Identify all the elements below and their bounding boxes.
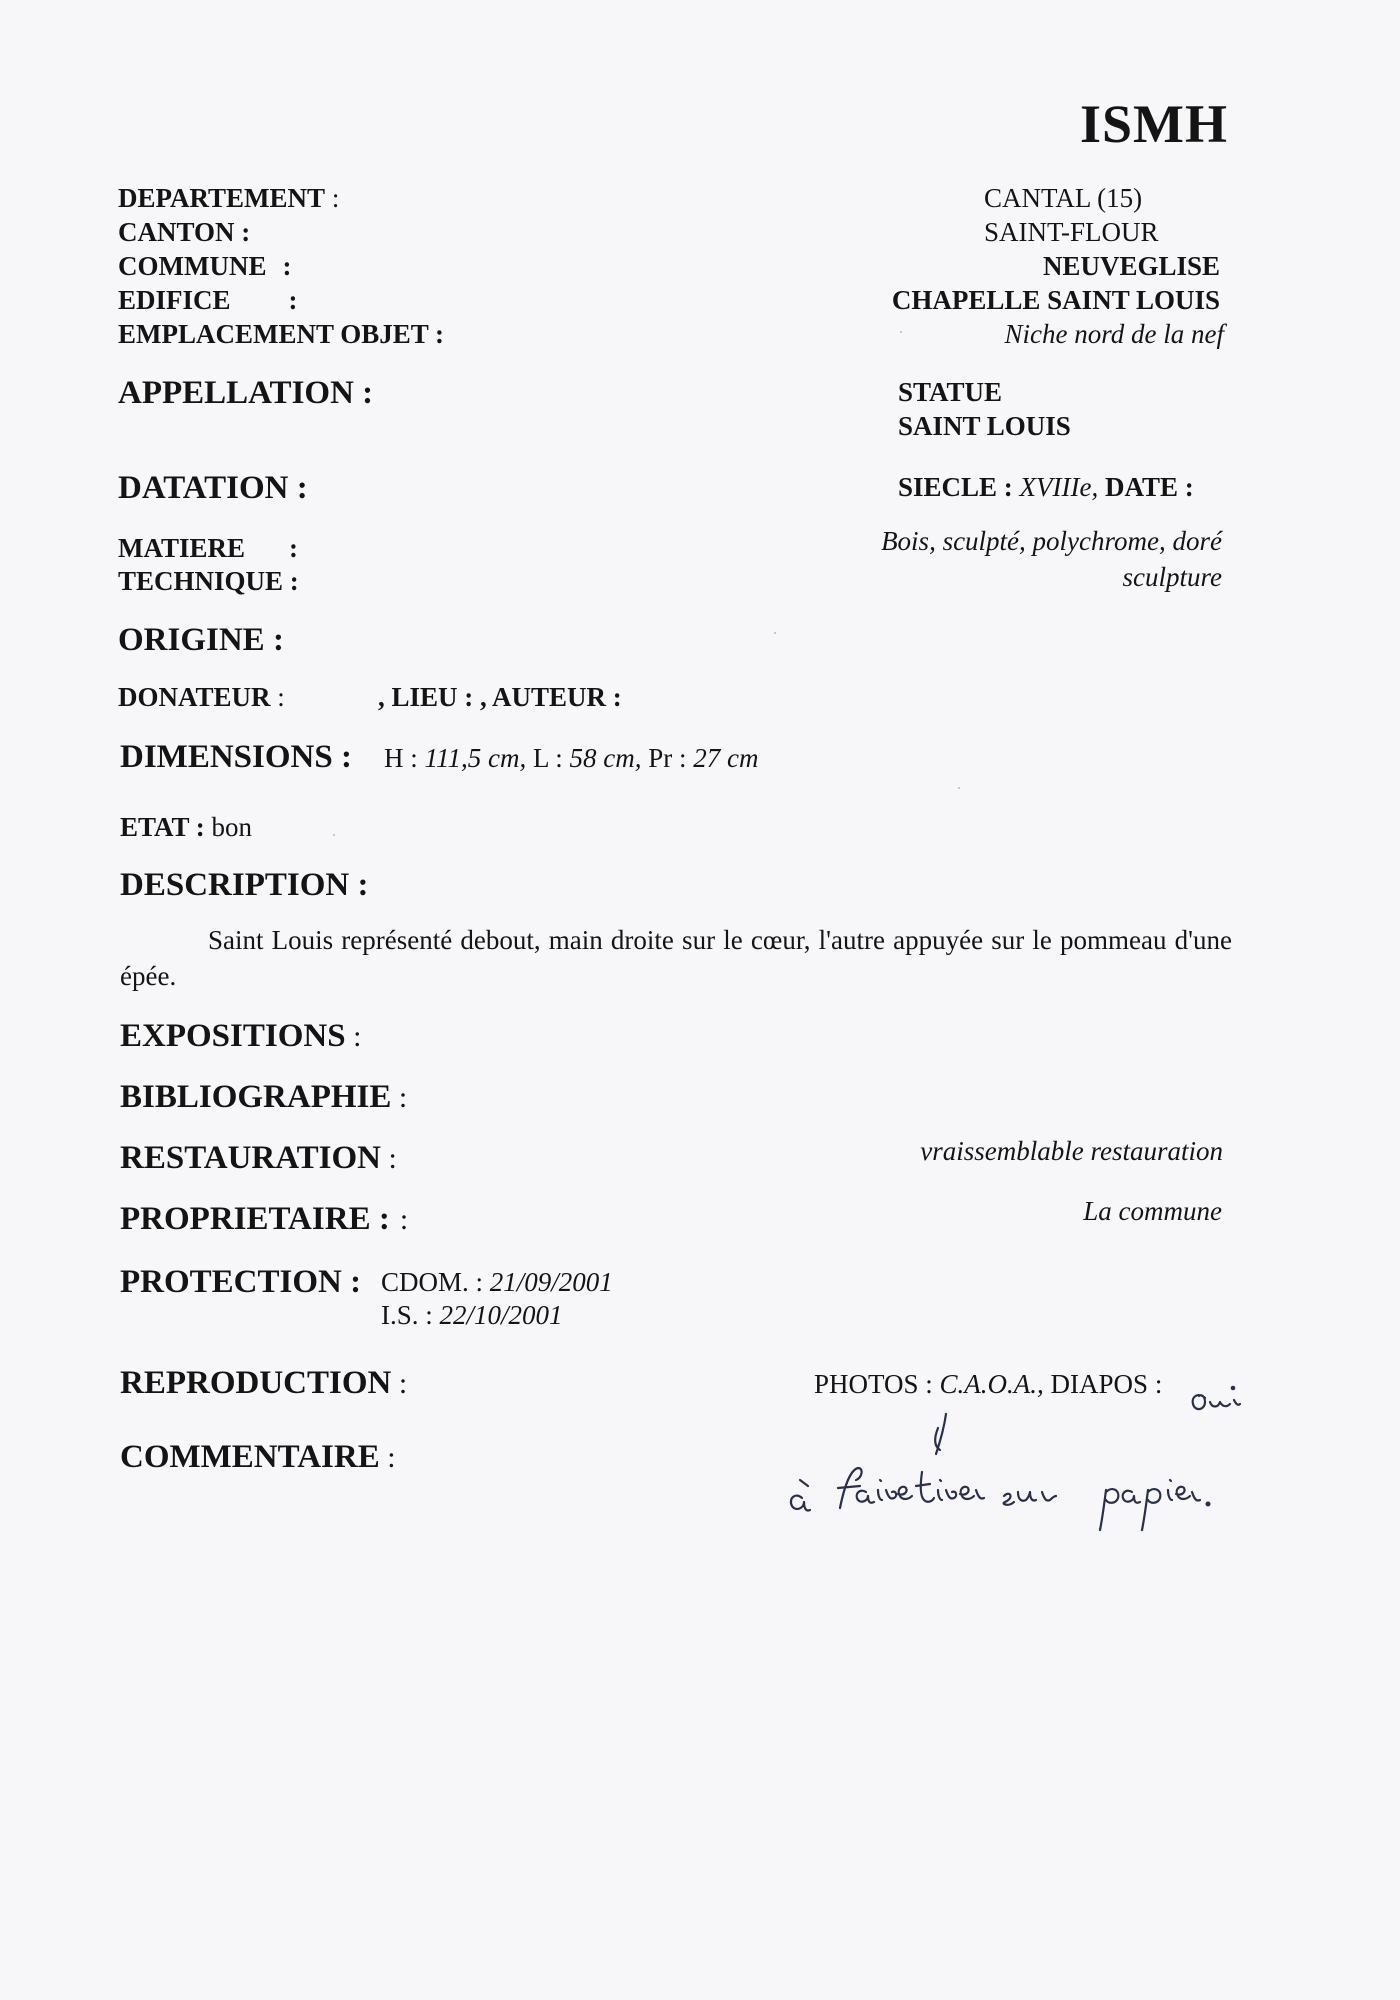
photos-label: PHOTOS :	[814, 1369, 933, 1399]
diapos-label: DIAPOS :	[1050, 1369, 1163, 1399]
cdom-label: CDOM. :	[381, 1267, 484, 1297]
restauration-label: RESTAURATION :	[120, 1140, 397, 1176]
height-label: H :	[384, 743, 418, 773]
origine-label: ORIGINE :	[118, 622, 284, 658]
protection-label: PROTECTION :	[120, 1264, 362, 1300]
scan-speck	[958, 787, 960, 789]
is-label: I.S. :	[381, 1300, 433, 1330]
dimensions-label: DIMENSIONS :	[120, 739, 352, 775]
is-date: 22/10/2001	[439, 1300, 563, 1330]
length-value: 58 cm,	[569, 743, 642, 773]
canton-value: SAINT-FLOUR	[984, 217, 1159, 247]
proprietaire-label: PROPRIETAIRE : :	[120, 1201, 409, 1237]
etat-label: ETAT :	[120, 812, 205, 842]
siecle-label: SIECLE :	[898, 472, 1013, 502]
appellation-line2: SAINT LOUIS	[898, 411, 1071, 441]
reproduction-label: REPRODUCTION :	[120, 1365, 408, 1401]
scan-speck	[774, 632, 776, 634]
dimensions-values	[384, 741, 758, 775]
donateur-label: DONATEUR :	[118, 682, 285, 712]
siecle-value: XVIIIe,	[1019, 472, 1099, 502]
depth-value: 27 cm	[693, 743, 759, 773]
emplacement-label: EMPLACEMENT OBJET :	[118, 319, 445, 349]
edifice-label: EDIFICE :	[118, 285, 298, 315]
depth-label: Pr :	[648, 743, 687, 773]
etat-line	[120, 810, 252, 844]
matiere-value: Bois, sculpté, polychrome, doré	[881, 526, 1222, 556]
proprietaire-value: La commune	[1083, 1196, 1222, 1226]
ismh-badge: ISMH	[1079, 94, 1228, 154]
datation-label: DATATION :	[118, 470, 308, 506]
canton-label: CANTON :	[118, 217, 251, 247]
emplacement-value: Niche nord de la nef	[1004, 319, 1224, 349]
protection-is	[381, 1298, 563, 1332]
departement-value: CANTAL (15)	[984, 183, 1143, 213]
edifice-value: CHAPELLE SAINT LOUIS	[891, 285, 1220, 315]
scan-speck	[333, 834, 335, 836]
cdom-date: 21/09/2001	[489, 1267, 613, 1297]
lieu-auteur-label: , LIEU : , AUTEUR :	[378, 682, 622, 712]
photos-value: C.A.O.A.,	[939, 1369, 1044, 1399]
description-label: DESCRIPTION :	[120, 867, 369, 903]
matiere-label: MATIERE :	[118, 533, 299, 563]
protection-cdom	[381, 1265, 613, 1299]
appellation-label: APPELLATION :	[118, 375, 374, 411]
commune-label: COMMUNE :	[118, 251, 292, 281]
commentaire-label: COMMENTAIRE :	[120, 1439, 396, 1475]
description-text: Saint Louis représenté debout, main droite sur le cœur, l'autre appuyée sur le pommeau d'une épée.	[120, 925, 1232, 991]
scan-speck	[900, 331, 902, 333]
siecle-line	[898, 470, 1194, 504]
etat-value: bon	[211, 812, 253, 842]
date-label: DATE :	[1105, 472, 1194, 502]
commune-value: NEUVEGLISE	[1042, 251, 1220, 281]
expositions-label: EXPOSITIONS :	[120, 1018, 362, 1054]
restauration-value: vraissemblable restauration	[920, 1136, 1223, 1166]
length-label: L :	[532, 743, 563, 773]
height-value: 111,5 cm,	[424, 743, 527, 773]
technique-value: sculpture	[1122, 562, 1222, 592]
handwritten-note	[780, 1368, 1280, 1568]
bibliographie-label: BIBLIOGRAPHIE :	[120, 1079, 408, 1115]
technique-label: TECHNIQUE :	[118, 566, 299, 596]
appellation-line1: STATUE	[898, 377, 1003, 407]
departement-label: DEPARTEMENT :	[118, 183, 340, 213]
